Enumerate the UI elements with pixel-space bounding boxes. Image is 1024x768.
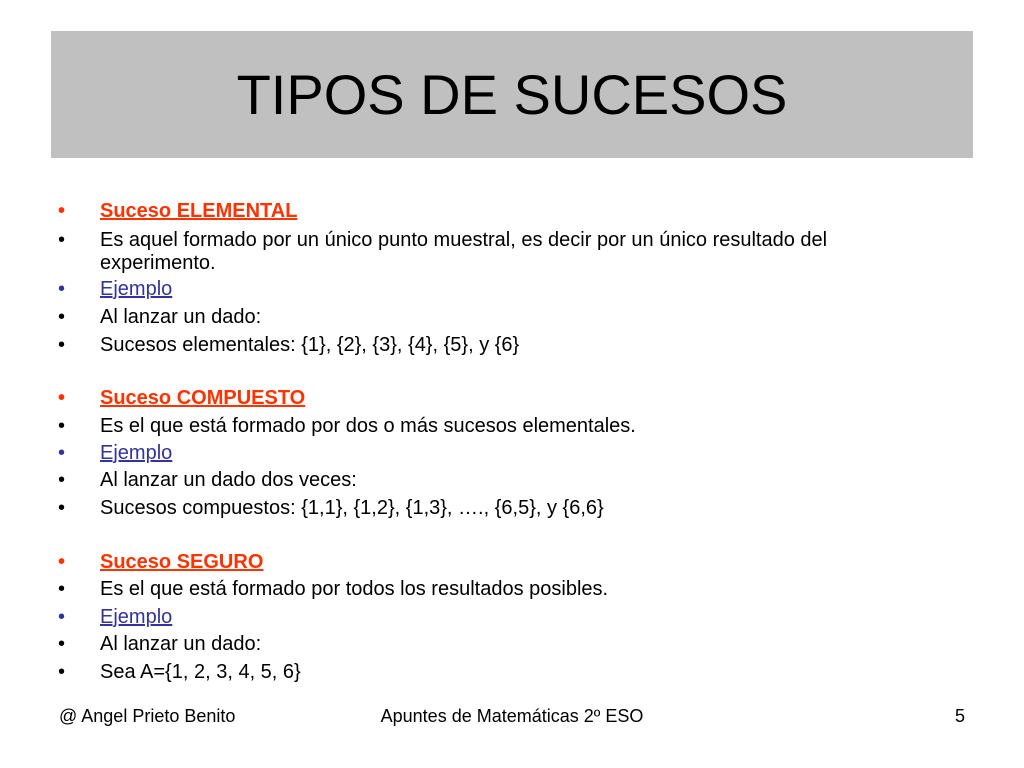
list-item: [58, 661, 948, 684]
list-item: [58, 229, 948, 275]
example-link[interactable]: Ejemplo: [100, 278, 173, 300]
list-item: [58, 306, 948, 329]
list-item: [58, 633, 948, 656]
bullet-icon: •: [58, 306, 66, 328]
bullet-icon: •: [58, 334, 66, 356]
footer: [0, 706, 1024, 730]
bullet-text: Sucesos elementales: {1}, {2}, {3}, {4}, {5}, y {6}: [100, 334, 520, 356]
footer-page-number: 5: [954, 706, 965, 726]
bullet-text: Al lanzar un dado:: [100, 633, 262, 655]
bullet-text: Al lanzar un dado:: [100, 306, 262, 328]
section-heading: Suceso ELEMENTAL: [100, 200, 298, 222]
list-item: [58, 469, 948, 492]
bullet-icon: •: [58, 415, 66, 437]
bullet-icon: •: [58, 578, 66, 600]
bullet-icon: •: [58, 442, 66, 464]
example-link[interactable]: Ejemplo: [100, 442, 173, 464]
bullet-icon: •: [58, 551, 66, 573]
list-item: [58, 551, 948, 574]
slide-title: TIPOS DE SUCESOS: [236, 63, 788, 126]
list-item: [58, 334, 948, 357]
bullet-icon: •: [58, 229, 66, 251]
bullet-icon: •: [58, 661, 66, 683]
footer-subject: Apuntes de Matemáticas 2º ESO: [380, 706, 644, 726]
footer-author: @ Angel Prieto Benito: [59, 706, 236, 726]
bullet-icon: •: [58, 200, 66, 222]
bullet-icon: •: [58, 633, 66, 655]
section-heading: Suceso COMPUESTO: [100, 387, 306, 409]
bullet-text: Es el que está formado por todos los resultados posibles.: [100, 578, 609, 600]
list-item: [58, 278, 948, 301]
example-link[interactable]: Ejemplo: [100, 606, 173, 628]
list-item: [58, 606, 948, 629]
bullet-icon: •: [58, 497, 66, 519]
bullet-text: Es el que está formado por dos o más sucesos elementales.: [100, 415, 636, 437]
bullet-text: Es aquel formado por un único punto muestral, es decir por un único resultado del experimento.: [100, 229, 828, 274]
list-item: [58, 200, 948, 223]
bullet-text: Sucesos compuestos: {1,1}, {1,2}, {1,3}, …., {6,5}, y {6,6}: [100, 497, 604, 519]
section-heading: Suceso SEGURO: [100, 551, 264, 573]
bullet-icon: •: [58, 387, 66, 409]
bullet-text: Sea A={1, 2, 3, 4, 5, 6}: [100, 661, 301, 683]
bullet-icon: •: [58, 469, 66, 491]
list-item: [58, 578, 948, 601]
bullet-icon: •: [58, 606, 66, 628]
bullet-text: Al lanzar un dado dos veces:: [100, 469, 357, 491]
list-item: [58, 497, 948, 520]
list-item: [58, 387, 948, 410]
bullet-icon: •: [58, 278, 66, 300]
list-item: [58, 442, 948, 465]
list-item: [58, 415, 948, 438]
